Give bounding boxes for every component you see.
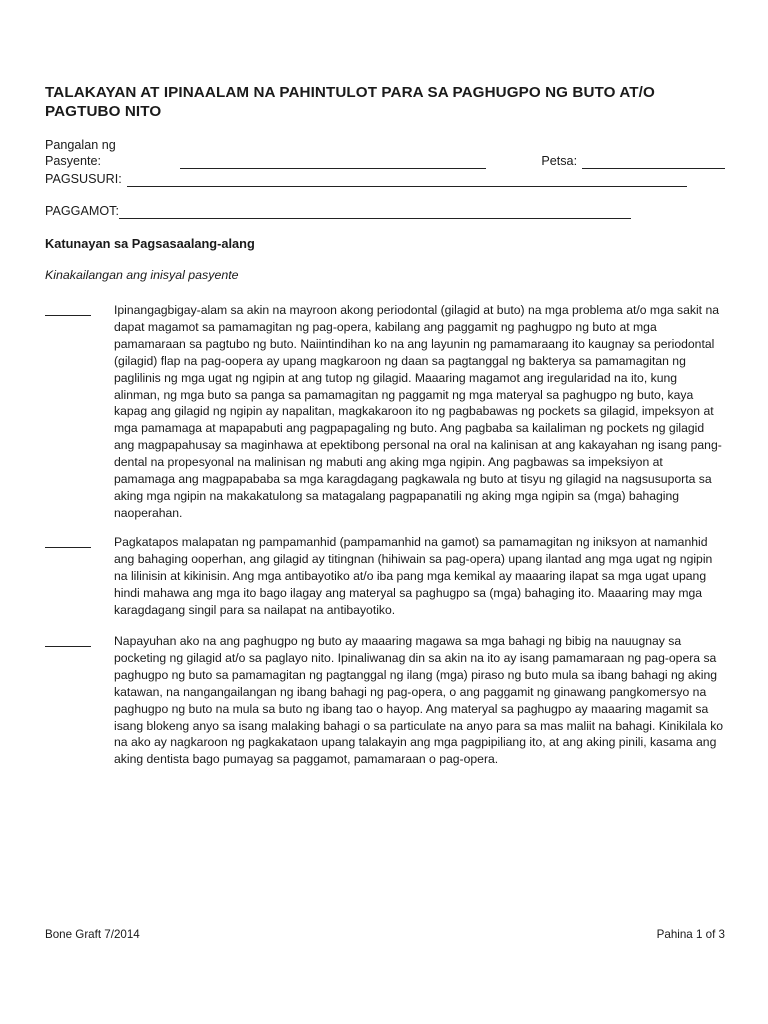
exam-field[interactable] <box>127 174 687 187</box>
patient-name-label: Pangalan ng Pasyente: <box>45 138 116 168</box>
initials-field[interactable] <box>45 646 91 647</box>
patient-name-field[interactable] <box>180 156 486 169</box>
initials-field[interactable] <box>45 315 91 316</box>
patient-info-row <box>45 137 725 169</box>
treatment-field[interactable] <box>119 206 631 219</box>
date-label: Petsa: <box>541 154 578 168</box>
document-title: TALAKAYAN AT IPINAALAM NA PAHINTULOT PARA SA PAGHUGPO NG BUTO AT/O PAGTUBO NITO <box>45 84 655 120</box>
exam-row <box>45 171 687 187</box>
footer-page-number: Pahina 1 of 3 <box>656 928 725 941</box>
initials-field[interactable] <box>45 547 91 548</box>
footer-form-id: Bone Graft 7/2014 <box>45 928 140 941</box>
clause-text: Ipinangagbigay-alam sa akin na mayroon akong periodontal (gilagid at buto) na mga problema at/o mga sakit na dapat magamot sa pamamagitan ng pag-opera, kabilang ang paggamit ng paghugpo ng buto at mga pamamaraan sa pagtubo ng buto. Naiintindihan ko na ang layunin ng pamamaraang ito kaugnay sa periodontal (gilagid) flap na pag-oopera ay upang magkaroon ng daan sa pagtanggal ng bakterya sa pamamagitan ng paglilinis ng mga ugat ng ngipin at ang tutop ng gilagid. Maaaring magamot ang iregularidad na ito, kung alinman, ng mga buto sa panga sa pamamagitan ng paggamit ng mga materyal sa paghugpo ng buto, kaya kapag ang gilagid ng ngipin ay napalitan, magkakaroon ito ng pagbabawas ng pockets sa gilagid, impeksyon at mga pamamaga at mapapabuti ang pagpapagaling ng buto. Ang pagbaba sa kailaliman ng pockets ng gilagid ang magpapahusay sa maginhawa at epektibong personal na oral na kalinisan at ang kakayahan ng isang pang-dental na propesyonal na malinisan ng mabuti ang aking mga ngipin. Ang pagbawas sa impeksiyon at pamamaga ang magpapababa sa mga karagdagang pagkawala ng buto at tisyu ng gilagid na nagsusuporta sa aking mga ngipin na makakatulong sa matagalang pagpapanatili ng aking mga ngipin sa (mga) bahaging naoperahan. <box>114 303 722 520</box>
date-field[interactable] <box>582 156 725 169</box>
clause-text: Pagkatapos malapatan ng pampamanhid (pampamanhid na gamot) sa pamamagitan ng iniksyon at namanhid ang bahaging ooperhan, ang gilagid ay titingnan (hihiwain sa pag-opera) upang ilantad ang mga ugat ng ngipin na lilinisin at kikinisin. Ang mga antibayotiko at/o iba pang mga kemikal ay maaaring ilapat sa mga ugat upang hindi mahawa ang mga ito bago ilagay ang materyal sa paghugpo sa (mga) bahaging ito. Maaaring may mga karagdagang singil para sa nailapat na antibayotiko. <box>114 535 713 617</box>
document-page <box>45 0 725 1024</box>
clause-text: Napayuhan ako na ang paghugpo ng buto ay maaaring magawa sa mga bahagi ng bibig na nauugnay sa pocketing ng gilagid at/o sa paglayo nito. Ipinaliwanag din sa akin na ito ay isang pamamaraan ng pag-opera sa paghugpo ng buto sa pamamagitan ng pagtanggal ng ilang (mga) piraso ng buto mula sa ibang bahagi ng aking katawan, na nangangailangan ng ibang bahagi ng pag-opera, o ang paggamit ng ginawang pangkomersyo na paghugpo ng buto na mula sa buto ng ibang tao o hayop. Ang materyal sa paghugpo ay maaaring magamit sa isang blokeng anyo sa isang malaking bahagi o sa particulate na anyo para sa mas maliit na bahagi. Kinikilala ko na ako ay nagkaroon ng pagkakataon upang talakayin ang mga pagpipiliang ito, at ang aking pinili, kasama ang aking dentista bago pumayag sa paggamot, pamamaraan o pag-opera. <box>114 634 724 767</box>
treatment-label: PAGGAMOT: <box>45 204 119 218</box>
exam-label: PAGSUSURI: <box>45 172 122 186</box>
instruction-text: Kinakailangan ang inisyal pasyente <box>45 268 239 282</box>
section-heading: Katunayan sa Pagsasaalang-alang <box>45 236 255 251</box>
treatment-row <box>45 203 631 219</box>
